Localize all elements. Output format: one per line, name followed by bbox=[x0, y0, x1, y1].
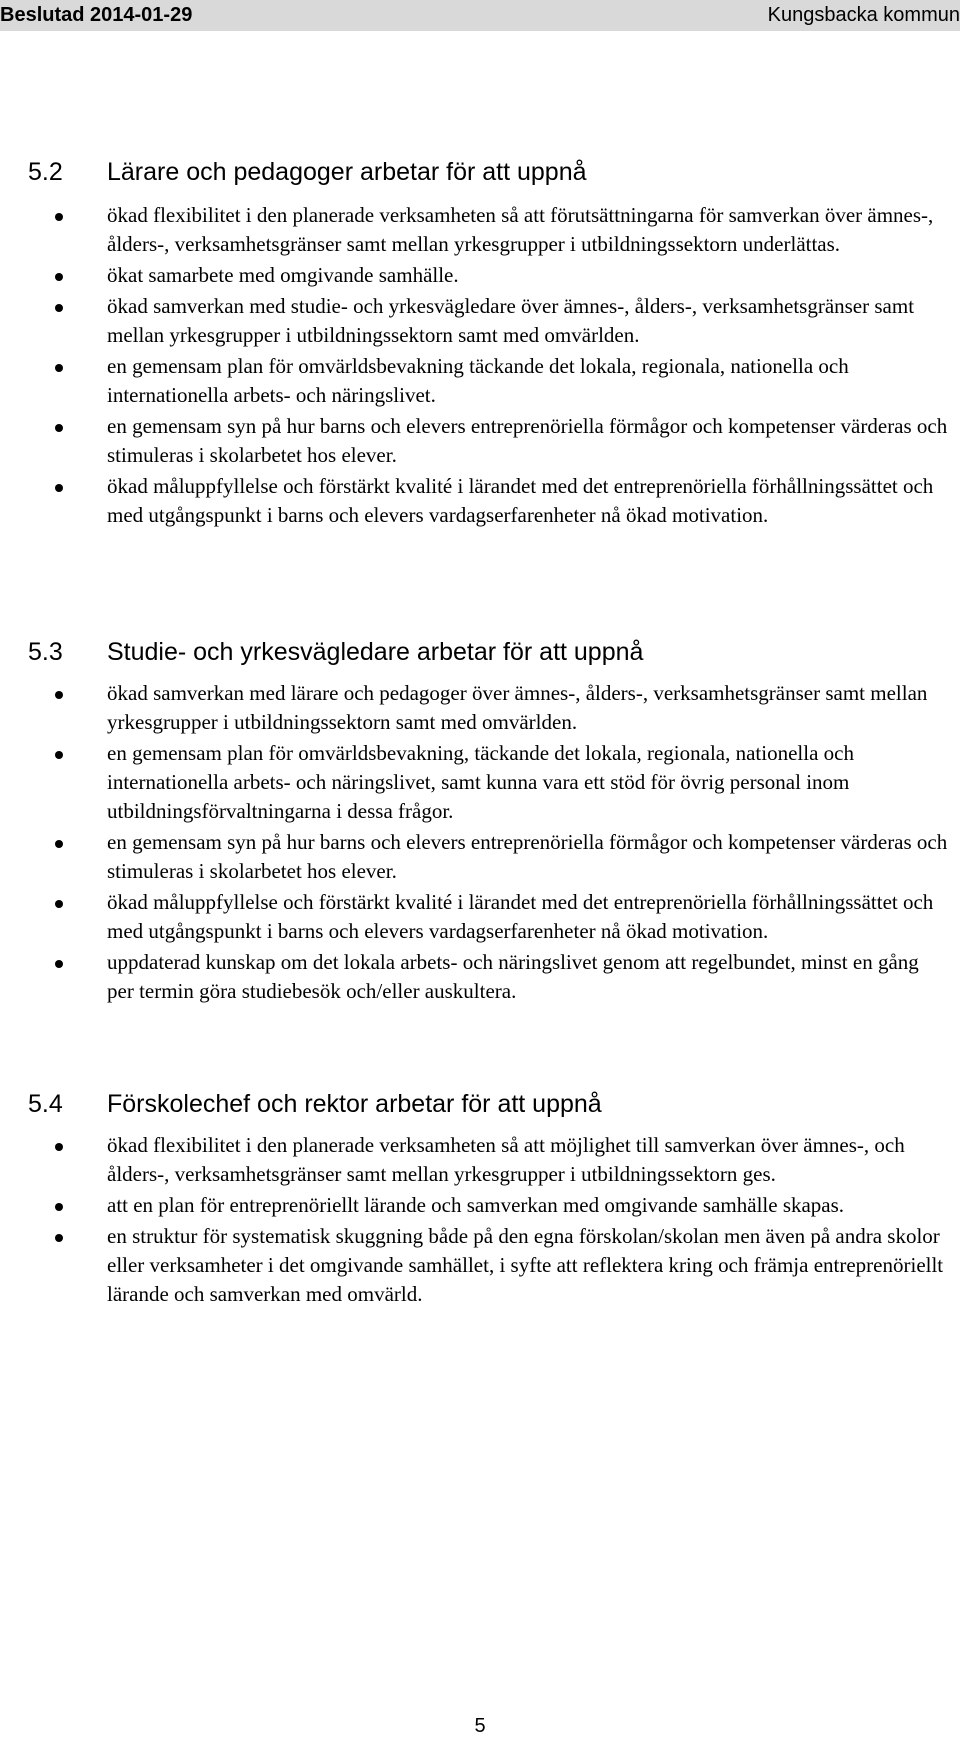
list-item: en gemensam syn på hur barns och elevers entreprenöriella förmågor och kompetenser värderas och stimuleras i skolarbetet hos elever. bbox=[48, 828, 948, 886]
list-item: ökad flexibilitet i den planerade verksamheten så att förutsättningarna för samverkan över ämnes-, ålders-, verksamhetsgränser samt mellan yrkesgrupper i utbildningssektorn underlättas. bbox=[48, 201, 948, 259]
section-title: Lärare och pedagoger arbetar för att uppnå bbox=[107, 158, 587, 186]
list-item: uppdaterad kunskap om det lokala arbets- och näringslivet genom att regelbundet, minst en gång per termin göra studiebesök och/eller auskultera. bbox=[48, 948, 948, 1006]
list-item: ökad samverkan med studie- och yrkesvägledare över ämnes-, ålders-, verksamhetsgränser samt mellan yrkesgrupper i utbildningssektorn samt med omvärlden. bbox=[48, 292, 948, 350]
list-item: en gemensam syn på hur barns och elevers entreprenöriella förmågor och kompetenser värderas och stimuleras i skolarbetet hos elever. bbox=[48, 412, 948, 470]
list-item: en struktur för systematisk skuggning både på den egna förskolan/skolan men även på andra skolor eller verksamheter i det omgivande samhället, i syfte att reflektera kring och främja entreprenöriellt lärande och samverkan med omvärld. bbox=[48, 1222, 948, 1309]
page-header bbox=[0, 0, 960, 31]
section-heading-5-3 bbox=[28, 637, 643, 667]
section-title: Förskolechef och rektor arbetar för att uppnå bbox=[107, 1090, 602, 1118]
list-item: ökad måluppfyllelse och förstärkt kvalité i lärandet med det entreprenöriella förhållningssättet och med utgångspunkt i barns och elevers vardagserfarenheter nå ökad motivation. bbox=[48, 888, 948, 946]
list-item: ökad flexibilitet i den planerade verksamheten så att möjlighet till samverkan över ämnes-, och ålders-, verksamhetsgränser samt mellan yrkesgrupper i utbildningssektorn ges. bbox=[48, 1131, 948, 1189]
organization-name: Kungsbacka kommun bbox=[767, 4, 960, 26]
list-item: att en plan för entreprenöriellt lärande och samverkan med omgivande samhälle skapas. bbox=[48, 1191, 948, 1220]
section-list-5-3 bbox=[48, 679, 948, 1008]
list-item: ökat samarbete med omgivande samhälle. bbox=[48, 261, 948, 290]
section-list-5-2 bbox=[48, 201, 948, 532]
section-heading-5-2 bbox=[28, 157, 587, 187]
decision-date: Beslutad 2014-01-29 bbox=[0, 4, 193, 26]
list-item: ökad måluppfyllelse och förstärkt kvalité i lärandet med det entreprenöriella förhållningssättet och med utgångspunkt i barns och elevers vardagserfarenheter nå ökad motivation. bbox=[48, 472, 948, 530]
list-item: ökad samverkan med lärare och pedagoger över ämnes-, ålders-, verksamhetsgränser samt mellan yrkesgrupper i utbildningssektorn samt med omvärlden. bbox=[48, 679, 948, 737]
section-title: Studie- och yrkesvägledare arbetar för att uppnå bbox=[107, 638, 644, 666]
list-item: en gemensam plan för omvärldsbevakning täckande det lokala, regionala, nationella och internationella arbets- och näringslivet. bbox=[48, 352, 948, 410]
section-heading-5-4 bbox=[28, 1089, 602, 1119]
section-number: 5.4 bbox=[28, 1090, 63, 1118]
section-number: 5.3 bbox=[28, 638, 63, 666]
page-number: 5 bbox=[474, 1715, 486, 1737]
list-item: en gemensam plan för omvärldsbevakning, täckande det lokala, regionala, nationella och internationella arbets- och näringslivet, samt kunna vara ett stöd för övrig personal inom utbildningsförvaltningarna i dessa frågor. bbox=[48, 739, 948, 826]
section-number: 5.2 bbox=[28, 158, 63, 186]
section-list-5-4 bbox=[48, 1131, 948, 1311]
